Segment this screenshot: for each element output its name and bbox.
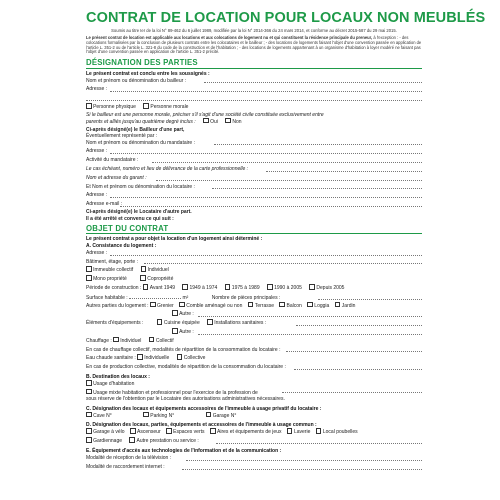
- surface-field[interactable]: [129, 293, 181, 299]
- document-title: CONTRAT DE LOCATION POUR LOCAUX NON MEUBLÉS: [86, 10, 486, 26]
- bailleur-address-field[interactable]: [110, 91, 422, 92]
- commun-opt-3: Aires et équipements de jeux: [217, 429, 282, 436]
- commun-opt-2: Espaces verts: [173, 429, 205, 436]
- garage-label: Garage N°: [212, 412, 237, 419]
- eau-individuelle-label: Individuelle: [144, 355, 170, 362]
- tv-label: Modalité de réception de la télévision :: [86, 454, 172, 461]
- objet-intro: Le présent contrat a pour objet la location d'un logement ainsi déterminé :: [86, 236, 263, 243]
- autre-label: Autre :: [179, 311, 194, 318]
- sanitaires-field[interactable]: [296, 325, 422, 326]
- periode-checkbox[interactable]: [267, 284, 273, 290]
- oui-option[interactable]: [203, 118, 218, 127]
- mixte-text-1: Usage mixte habitation et professionnel pour l'exercice de la profession de: [93, 390, 258, 396]
- locataire-name-label: Et Nom et prénom ou dénomination du locataire :: [86, 183, 195, 190]
- cave-parking-row: [86, 412, 422, 421]
- immeuble-collectif-checkbox[interactable]: [86, 266, 92, 272]
- section-parties-heading: DÉSIGNATION DES PARTIES: [86, 58, 422, 69]
- locataire-name-row: [86, 183, 422, 192]
- section-e-heading: E. Équipement d'accès aux technologies de l'information et de la communication :: [86, 447, 282, 454]
- commun-row-1: [86, 428, 422, 437]
- chauffage-individuel-label: Individuel: [120, 338, 142, 345]
- morale-option[interactable]: [143, 103, 188, 112]
- autres-option[interactable]: [335, 302, 356, 311]
- periode-option[interactable]: [225, 284, 260, 293]
- autres-opt-0: Grenier: [157, 302, 174, 309]
- eau-label: Eau chaude sanitaire :: [86, 355, 136, 362]
- sanitaires-option[interactable]: [207, 319, 266, 328]
- equip-autre-field[interactable]: [198, 334, 422, 335]
- bailleur-address-row-2: [86, 94, 422, 103]
- logement-address-row: [86, 249, 422, 258]
- eau-row: [86, 354, 422, 363]
- garant-row: [86, 174, 422, 183]
- locataire-address-field[interactable]: [110, 197, 422, 198]
- convenu-text: Il a été arrêté et convenu ce qui suit :: [86, 216, 174, 223]
- mono-checkbox[interactable]: [86, 275, 92, 281]
- cave-label: Cave N°: [93, 412, 112, 419]
- carte-row: [86, 165, 422, 174]
- autres-opt-3: Balcon: [286, 302, 302, 309]
- copro-label: Copropriété: [147, 276, 174, 283]
- commun-option[interactable]: [316, 428, 358, 437]
- periode-option[interactable]: [143, 284, 175, 293]
- periode-checkbox[interactable]: [143, 284, 149, 290]
- autre-field[interactable]: [198, 316, 422, 317]
- autres-option[interactable]: [179, 302, 242, 311]
- eau-collective-checkbox[interactable]: [177, 354, 183, 360]
- autres-parties-label: Autres parties du logement :: [86, 302, 149, 309]
- chauffage-label: Chauffage :: [86, 338, 112, 345]
- activite-field[interactable]: [152, 162, 422, 163]
- commun-checkbox[interactable]: [130, 428, 136, 434]
- logement-address-label: Adresse :: [86, 249, 108, 256]
- eau-collective-row: [86, 363, 422, 372]
- non-checkbox[interactable]: [225, 118, 231, 124]
- chauffage-individuel-option[interactable]: [113, 337, 141, 346]
- garant-field[interactable]: [156, 180, 422, 181]
- mixte-row-2: [86, 395, 422, 404]
- morale-checkbox[interactable]: [143, 103, 149, 109]
- morale-label: Personne morale: [150, 104, 189, 111]
- copro-checkbox[interactable]: [140, 275, 146, 281]
- commun-checkbox[interactable]: [86, 428, 92, 434]
- carte-label: Le cas échéant, numéro et lieu de délivrance de la carte professionnelle :: [86, 166, 249, 173]
- autres-option[interactable]: [150, 302, 174, 311]
- equip-autre-checkbox[interactable]: [172, 328, 178, 334]
- contract-page: [86, 8, 486, 500]
- autre-prestation-label: Autre prestation ou service :: [136, 438, 199, 445]
- chauffage-collectif-option[interactable]: [149, 337, 174, 346]
- section-objet-heading: OBJET DU CONTRAT: [86, 224, 422, 235]
- document-subtitle: Soumis au titre Ier de la loi N° 89-462 du 6 juillet 1989, modifiée par la loi N° 2014-366 du 24 mars 2014, et conforme au décret 2015-587 du 29 mai 2015.: [111, 28, 397, 33]
- mandataire-name-row: [86, 139, 422, 148]
- cuisine-label: Cuisine équipée: [163, 320, 200, 327]
- cave-checkbox[interactable]: [86, 412, 92, 418]
- individuel-label: Individuel: [147, 267, 169, 274]
- chauffage-collectif-checkbox[interactable]: [149, 337, 155, 343]
- eau-individuelle-option[interactable]: [137, 354, 169, 363]
- autres-checkbox[interactable]: [179, 302, 185, 308]
- chauffage-collectif-label: Collectif: [155, 338, 174, 345]
- internet-row: [86, 463, 422, 472]
- bailleur-address-label: Adresse :: [86, 86, 108, 93]
- periode-option[interactable]: [182, 284, 217, 293]
- tv-row: [86, 454, 422, 463]
- tv-field[interactable]: [186, 460, 422, 461]
- commun-checkbox[interactable]: [166, 428, 172, 434]
- eau-collective-field[interactable]: [294, 369, 422, 370]
- periode-label-0: Avant 1949: [149, 285, 176, 292]
- internet-field[interactable]: [182, 469, 422, 470]
- pieces-field[interactable]: [318, 299, 422, 300]
- periode-checkbox[interactable]: [225, 284, 231, 290]
- immeuble-type-row: [86, 266, 422, 275]
- commun-opt-5: Local poubelles: [322, 429, 358, 436]
- section-a-heading: A. Consistance du logement :: [86, 242, 157, 249]
- activite-label: Activité du mandataire :: [86, 157, 139, 164]
- gardiennage-option[interactable]: [86, 437, 122, 446]
- bailleur-name-row: [86, 77, 422, 86]
- habitation-label: Usage d'habitation: [93, 381, 135, 388]
- batiment-label: Bâtiment, étage, porte :: [86, 258, 138, 265]
- periode-row: [86, 284, 422, 293]
- non-option[interactable]: [225, 118, 241, 127]
- intro-paragraph: [86, 36, 422, 55]
- periode-checkbox[interactable]: [309, 284, 315, 290]
- si-morale-text-1: Si le bailleur est une personne morale, préciser s'il s'agit d'une société civile constituée exclusivement entre: [86, 111, 324, 118]
- si-morale-text-2: parents et alliés jusqu'au quatrième degré inclus :: [86, 119, 196, 126]
- immeuble-collectif-option[interactable]: [86, 266, 133, 275]
- mandataire-name-label: Nom et prénom ou dénomination du mandataire :: [86, 139, 195, 146]
- surface-label: Surface habitable :: [86, 294, 128, 301]
- ci-apres-locataire-text: Ci-après désigné(e) le Locataire d'autre part.: [86, 209, 192, 216]
- convenu-row: [86, 215, 422, 224]
- autres-opt-4: Loggia: [314, 302, 330, 309]
- autres-opt-2: Terrasse: [254, 302, 275, 309]
- mono-label: Mono propriété: [93, 276, 127, 283]
- mandataire-address-field[interactable]: [110, 153, 422, 154]
- ci-apres-bailleur-text: Ci-après désigné(e) le Bailleur d'une part,: [86, 126, 185, 133]
- habitation-checkbox[interactable]: [86, 380, 92, 386]
- commun-row-2: [86, 437, 422, 446]
- autres-parties-row: [86, 302, 422, 311]
- logement-address-field[interactable]: [110, 255, 422, 256]
- autres-opt-5: Jardin: [341, 302, 356, 309]
- locataire-address-row: [86, 191, 422, 200]
- eau-collective-text: En cas de production collective, modalités de répartition de la consommation du locataire :: [86, 364, 286, 371]
- autres-checkbox[interactable]: [248, 302, 254, 308]
- mandataire-name-field[interactable]: [214, 144, 422, 145]
- locataire-name-field[interactable]: [212, 188, 422, 189]
- chauffage-individuel-checkbox[interactable]: [113, 337, 119, 343]
- commun-checkbox[interactable]: [210, 428, 216, 434]
- equipements-label: Éléments d'équipements :: [86, 320, 144, 327]
- autres-opt-1: Comble aménagé ou non: [186, 302, 243, 309]
- garant-label: Nom et adresse du garant :: [86, 174, 147, 181]
- autres-checkbox[interactable]: [307, 302, 313, 308]
- physique-checkbox[interactable]: [86, 103, 92, 109]
- commun-opt-1: Ascenseur: [137, 429, 161, 436]
- non-label: Non: [232, 119, 242, 126]
- autres-autre-row: [86, 310, 422, 319]
- gardiennage-checkbox[interactable]: [86, 437, 92, 443]
- periode-option[interactable]: [309, 284, 344, 293]
- autres-checkbox[interactable]: [279, 302, 285, 308]
- profession-field[interactable]: [282, 392, 422, 393]
- commun-option[interactable]: [210, 428, 282, 437]
- parking-label: Parking N°: [150, 412, 175, 419]
- sanitaires-checkbox[interactable]: [207, 319, 213, 325]
- cuisine-option[interactable]: [157, 319, 200, 328]
- pieces-label: Nombre de pièces principales :: [211, 294, 281, 301]
- mandataire-address-row: [86, 147, 422, 156]
- commun-option[interactable]: [166, 428, 205, 437]
- parking-checkbox[interactable]: [143, 412, 149, 418]
- eau-collective-option[interactable]: [177, 354, 206, 363]
- garage-checkbox[interactable]: [206, 412, 212, 418]
- commun-option[interactable]: [130, 428, 161, 437]
- autres-option[interactable]: [248, 302, 274, 311]
- autres-checkbox[interactable]: [150, 302, 156, 308]
- cuisine-checkbox[interactable]: [157, 319, 163, 325]
- carte-field[interactable]: [266, 171, 422, 172]
- parking-option[interactable]: [143, 412, 174, 421]
- periode-label-1: 1949 à 1974: [189, 285, 218, 292]
- periode-label-4: Depuis 2005: [316, 285, 345, 292]
- eau-collective-label: Collective: [183, 355, 206, 362]
- chauffage-collectif-field[interactable]: [286, 351, 422, 352]
- commun-checkbox[interactable]: [287, 428, 293, 434]
- section-c-heading: C. Désignation des locaux et équipements accessoires de l'immeuble à usage privatif du locataire :: [86, 405, 322, 412]
- locataire-email-field[interactable]: [120, 206, 422, 207]
- periode-label: Période de construction :: [86, 285, 142, 292]
- autre-prestation-field[interactable]: [216, 443, 422, 444]
- cave-option[interactable]: [86, 412, 112, 421]
- habitation-row: [86, 380, 422, 389]
- equip-autre-row: [86, 328, 422, 337]
- equipements-row: [86, 319, 422, 328]
- commun-checkbox[interactable]: [316, 428, 322, 434]
- garage-option[interactable]: [206, 412, 237, 421]
- internet-label: Modalité de raccordement internet :: [86, 463, 165, 470]
- equip-autre-label: Autre :: [179, 329, 194, 336]
- intro-rest: à l'exception : - des colocations formalisées par la conclusion de plusieurs contrats entre les colocataires et le bailleur ; - des locations de logements faisant l'objet d'une convention passée en application de l'article L. 351-2 ou de l'article L. 321-8 du code de la construction et de l'habitation ; - des locations de logements appartenant à un organisme d'habitation à loyer modéré ne faisant pas l'objet d'une convention passée en application de l'article L. 351-2 précité.: [86, 35, 422, 55]
- locataire-email-row: [86, 200, 422, 209]
- commun-option[interactable]: [287, 428, 311, 437]
- locataire-email-label: Adresse e-mail :: [86, 201, 123, 208]
- autre-prestation-option[interactable]: [129, 437, 198, 446]
- person-type-row: [86, 103, 422, 112]
- autre-checkbox[interactable]: [172, 310, 178, 316]
- eventuellement-text: Éventuellement représenté par :: [86, 132, 158, 139]
- autres-option[interactable]: [279, 302, 301, 311]
- locataire-address-label: Adresse :: [86, 192, 108, 199]
- commun-option[interactable]: [86, 428, 125, 437]
- autres-checkbox[interactable]: [335, 302, 341, 308]
- individuel-checkbox[interactable]: [141, 266, 147, 272]
- bailleur-address-field-2[interactable]: [86, 100, 422, 101]
- activite-row: [86, 156, 422, 165]
- mandataire-address-label: Adresse :: [86, 148, 108, 155]
- commun-opt-0: Garage à vélo: [93, 429, 125, 436]
- section-d-heading: D. Désignation des locaux, parties, équipements et accessoires de l'immeuble à usage commun :: [86, 422, 317, 429]
- periode-option[interactable]: [267, 284, 302, 293]
- parties-intro: Le présent contrat est conclu entre les soussignés :: [86, 70, 210, 77]
- autres-option[interactable]: [307, 302, 329, 311]
- surface-row: [86, 293, 422, 302]
- periode-label-3: 1990 à 2005: [274, 285, 302, 292]
- chauffage-collectif-text: En cas de chauffage collectif, modalités de répartition de la consommation du locataire :: [86, 346, 281, 353]
- physique-option[interactable]: [86, 103, 136, 112]
- chauffage-row: [86, 337, 422, 346]
- oui-label: Oui: [210, 119, 218, 126]
- si-morale-row-2: [86, 118, 422, 127]
- oui-checkbox[interactable]: [203, 118, 209, 124]
- bailleur-name-label: Nom et prénom ou dénomination du bailleur :: [86, 77, 187, 84]
- section-b-heading: B. Destination des locaux :: [86, 374, 150, 380]
- periode-checkbox[interactable]: [182, 284, 188, 290]
- eau-individuelle-checkbox[interactable]: [137, 354, 143, 360]
- bailleur-name-field[interactable]: [204, 82, 422, 83]
- physique-label: Personne physique: [93, 104, 136, 111]
- copro-option[interactable]: [140, 275, 173, 284]
- commun-opt-4: Laverie: [293, 429, 311, 436]
- sanitaires-label: Installations sanitaires :: [214, 320, 267, 327]
- m2-unit: m²: [182, 294, 189, 301]
- immeuble-collectif-label: Immeuble collectif: [93, 267, 134, 274]
- autre-prestation-checkbox[interactable]: [129, 437, 135, 443]
- individuel-option[interactable]: [141, 266, 169, 275]
- gardiennage-label: Gardiennage: [93, 438, 123, 445]
- batiment-row: [86, 258, 422, 267]
- bailleur-address-row: [86, 85, 422, 94]
- mixte-checkbox[interactable]: [86, 389, 92, 395]
- propriete-row: [86, 275, 422, 284]
- batiment-field[interactable]: [144, 263, 422, 264]
- mono-option[interactable]: [86, 275, 127, 284]
- mixte-text-2: sous réserve de l'obtention par le Locataire des autorisations administratives nécessaires.: [86, 395, 285, 402]
- chauffage-collectif-row: [86, 346, 422, 355]
- intro-bold: Le présent contrat de location est applicable aux locations et aux colocations de logement nu et qui constituent la résidence principale du preneur,: [86, 35, 373, 40]
- periode-label-2: 1975 à 1989: [231, 285, 260, 292]
